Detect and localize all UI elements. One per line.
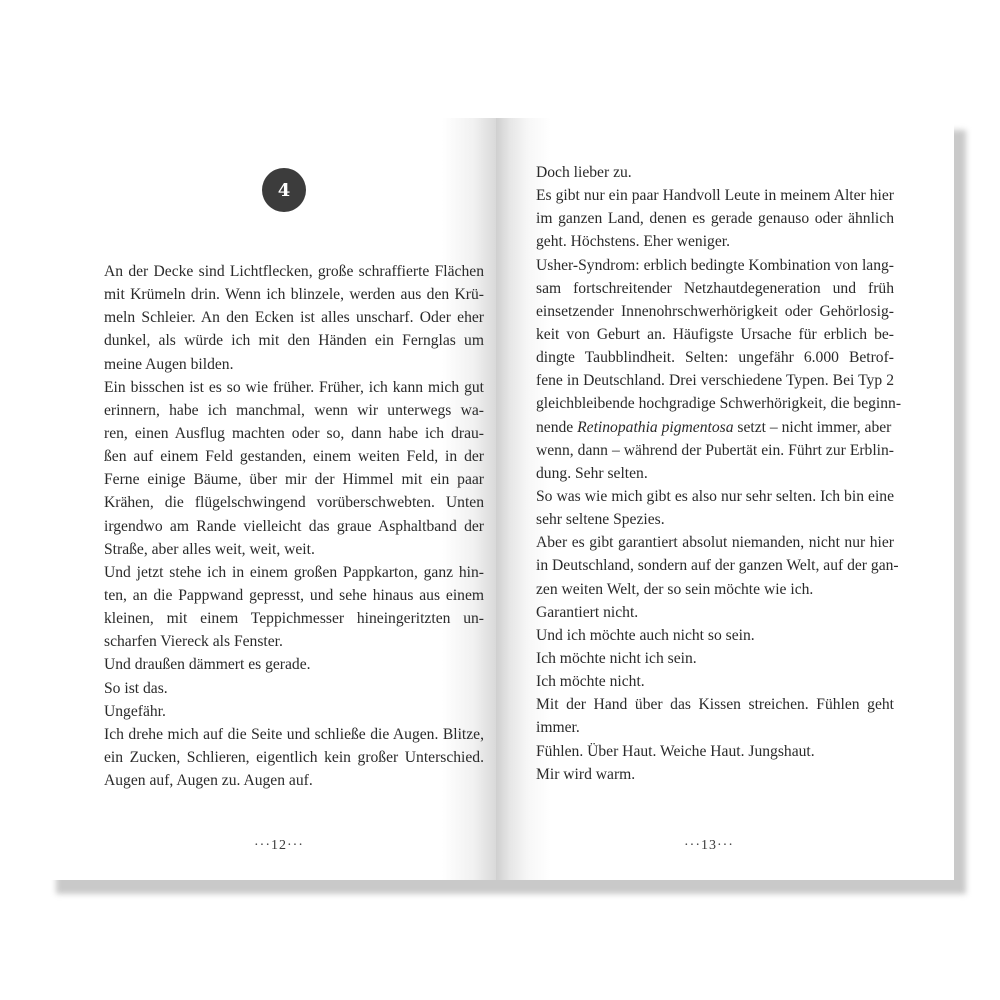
text-line: Fühlen. Über Haut. Weiche Haut. Jungshaut. [536, 742, 815, 760]
page-number: ···12··· [254, 838, 304, 853]
text-line: Straße, aber alles weit, weit, weit. [104, 540, 315, 558]
text-line: scharfen Viereck als Fenster. [104, 633, 283, 651]
text-line: erinnern, habe ich manchmal, wenn wir unterwegs wa- [104, 401, 484, 419]
text-line: Ich drehe mich auf die Seite und schließe die Augen. Blitze, [104, 725, 484, 743]
text-line: meln Schleier. An den Ecken ist alles unscharf. Oder eher [104, 309, 484, 327]
text-line: Und ich möchte auch nicht so sein. [536, 626, 755, 644]
text-line: geht. Höchstens. Eher weniger. [536, 233, 731, 251]
text-line: Und draußen dämmert es gerade. [104, 656, 311, 674]
chapter-number: 4 [277, 179, 291, 201]
text-line: wenn, dann – während der Pubertät ein. Führt zur Erblin- [536, 441, 894, 459]
left-page-body [104, 260, 484, 792]
text-line: Aber es gibt garantiert absolut niemanden, nicht nur hier [536, 534, 894, 552]
text-line: fene in Deutschland. Drei verschiedene Typen. Bei Typ 2 [536, 372, 894, 390]
line-suffix: setzt – nicht immer, aber [733, 418, 892, 436]
left-page [46, 118, 496, 880]
text-line: immer. [536, 719, 580, 737]
text-line: ten, an die Pappwand gepresst, und sehe hinaus aus einem [104, 586, 484, 604]
text-line: gleichbleibende hochgradige Schwerhörigkeit, die beginn- [536, 395, 902, 413]
text-line: Ferne einige Bäume, über mir der Himmel mit ein paar [104, 471, 484, 489]
chapter-number-badge [262, 168, 306, 212]
text-line: kleinen, mit einem Teppichmesser hineingeritzten un- [104, 610, 484, 628]
text-line: dung. Sehr selten. [536, 464, 648, 482]
text-line-with-italic [536, 416, 894, 439]
text-line: Ein bisschen ist es so wie früher. Früher, ich kann mich gut [104, 378, 484, 396]
text-line: Krähen, die flügelschwingend vorüberschwebten. Unten [104, 494, 484, 512]
text-line: ren, einen Ausflug machten oder so, dann habe ich drau- [104, 424, 484, 442]
text-line: So ist das. [104, 679, 168, 697]
text-line: sehr seltene Spezies. [536, 511, 665, 529]
right-page-body [536, 161, 902, 786]
text-line: im ganzen Land, denen es gerade genauso oder ähnlich [536, 210, 894, 228]
text-line: zen weiten Welt, der so sein möchte wie ich. [536, 580, 814, 598]
text-line: Augen auf, Augen zu. Augen auf. [104, 772, 313, 790]
text-line: mit Krümeln drin. Wenn ich blinzele, werden aus den Krü- [104, 286, 484, 304]
text-line: ßen auf einem Feld gestanden, einem weiten Feld, in der [104, 448, 484, 466]
text-line: Und jetzt stehe ich in einem großen Pappkarton, ganz hin- [104, 563, 484, 581]
text-line: Usher-Syndrom: erblich bedingte Kombination von lang- [536, 256, 894, 274]
text-line: Mir wird warm. [536, 765, 636, 783]
text-line: Doch lieber zu. [536, 164, 632, 181]
text-line: Ungefähr. [104, 702, 166, 720]
line-prefix: nende [536, 418, 574, 436]
text-line: Ich möchte nicht. [536, 673, 645, 691]
text-line: einsetzender Innenohrschwerhörigkeit oder Gehörlosig- [536, 302, 894, 320]
text-line: An der Decke sind Lichtflecken, große schraffierte Flächen [104, 263, 484, 280]
text-line: Mit der Hand über das Kissen streichen. Fühlen geht [536, 696, 894, 714]
text-line: dingte Taubblindheit. Selten: ungefähr 6.000 Betrof- [536, 349, 894, 367]
text-line: dunkel, als würde ich mit den Händen ein Fernglas um [104, 332, 484, 350]
page-number: ···13··· [684, 838, 734, 853]
text-line: So was wie mich gibt es also nur sehr selten. Ich bin eine [536, 487, 894, 505]
text-line: Es gibt nur ein paar Handvoll Leute in meinem Alter hier [536, 187, 894, 205]
text-line: irgendwo am Rande vielleicht das graue Asphaltband der [104, 517, 484, 535]
text-line: keit von Geburt an. Häufigste Ursache für erblich be- [536, 325, 894, 343]
text-line: meine Augen bilden. [104, 355, 234, 373]
text-line: in Deutschland, sondern auf der ganzen Welt, auf der gan- [536, 557, 899, 575]
text-line: sam fortschreitender Netzhautdegeneration und früh [536, 279, 894, 297]
text-line: Garantiert nicht. [536, 603, 639, 621]
italic-term: Retinopathia pigmentosa [577, 418, 734, 436]
text-line: Ich möchte nicht ich sein. [536, 649, 697, 667]
right-page [496, 118, 954, 880]
text-line: ein Zucken, Schlieren, eigentlich kein großer Unterschied. [104, 748, 484, 766]
